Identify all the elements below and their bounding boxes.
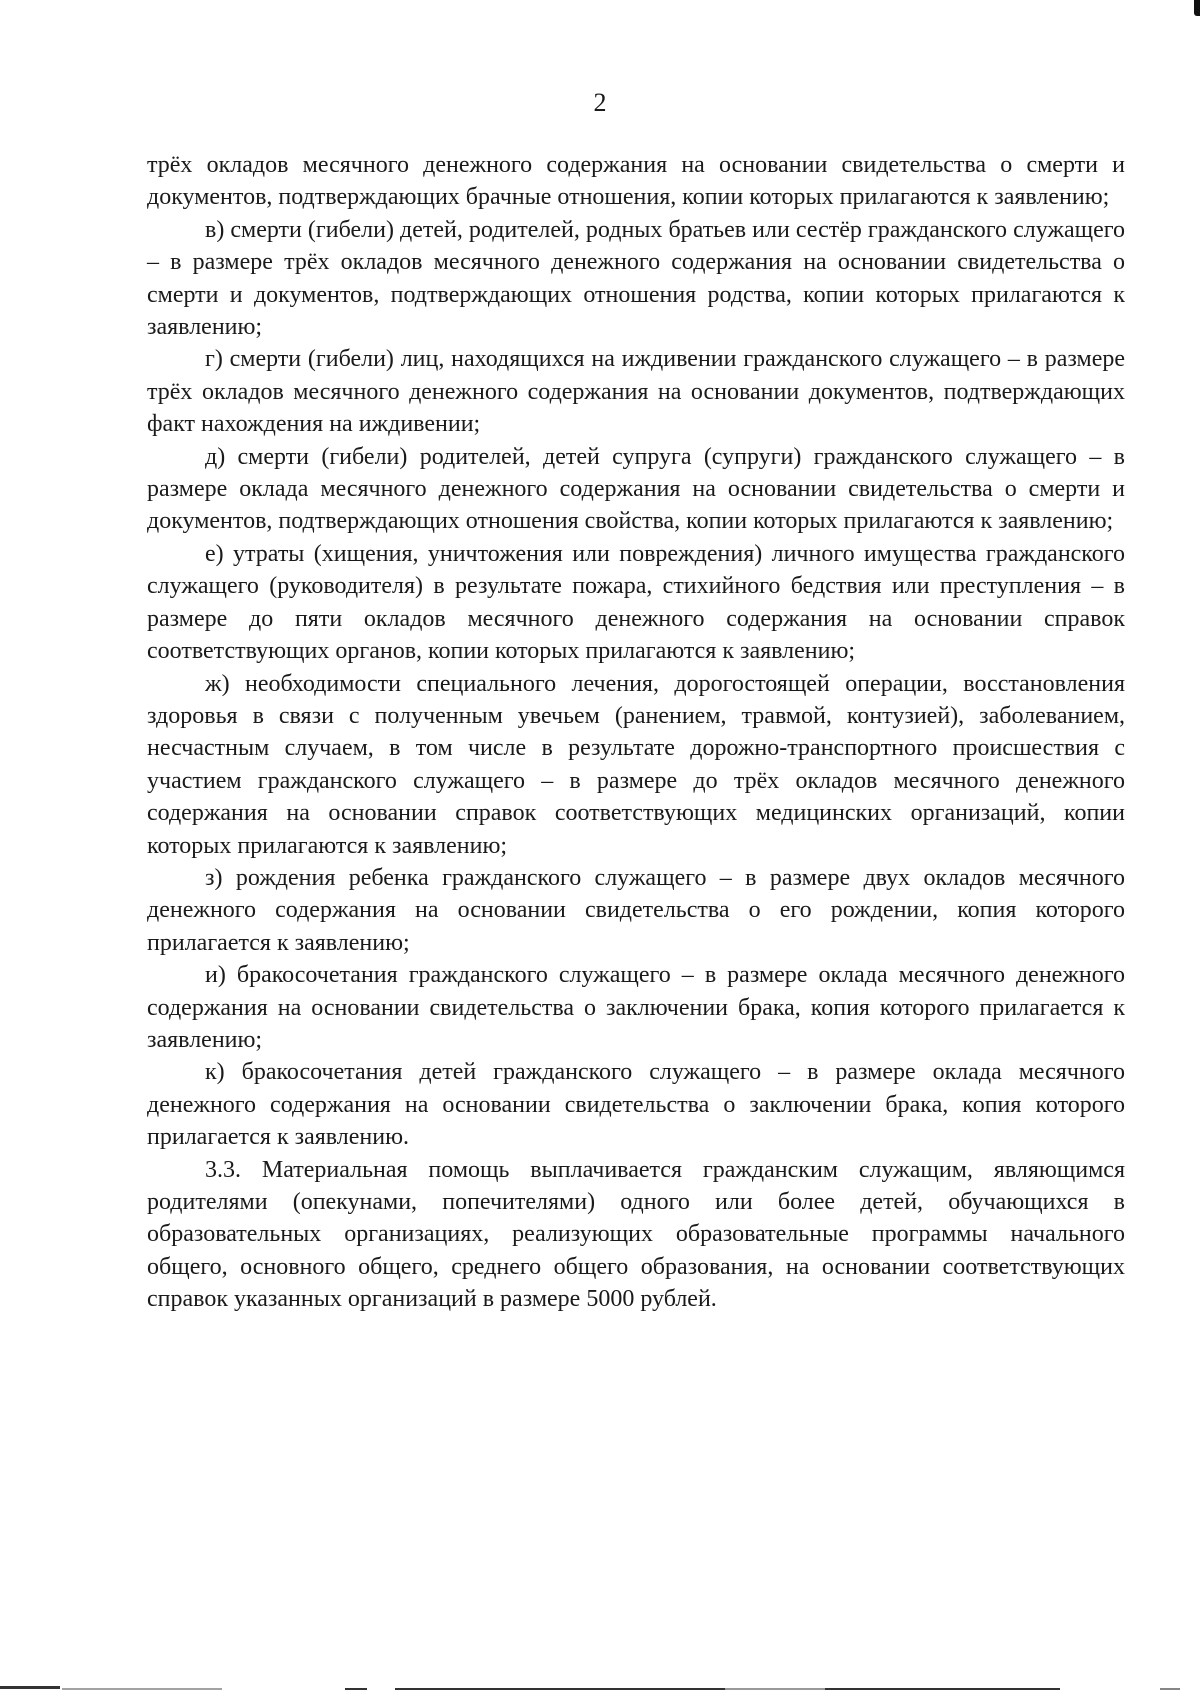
paragraph-item-z: з) рождения ребенка гражданского служащего – в размере двух окладов месячного денежного содержания на основании свидетельства о его рождении, копия которого прилагается к заявлению; bbox=[147, 864, 1125, 956]
paragraph-continuation: трёх окладов месячного денежного содержания на основании свидетельства о смерти и документов, подтверждающих брачные отношения, копии которых прилагаются к заявлению; bbox=[147, 152, 1125, 211]
footer-rule bbox=[395, 1688, 725, 1690]
paragraph-item-i: и) бракосочетания гражданского служащего – в размере оклада месячного денежного содержания на основании свидетельства о заключении брака, копия которого прилагается к заявлению; bbox=[147, 962, 1125, 1053]
paragraph-item-v: в) смерти (гибели) детей, родителей, родных братьев или сестёр гражданского служащего – в размере трёх окладов месячного денежного содержания на основании свидетельства о смерти и документов, подтверждающих отношения родства, копии которых прилагаются к заявлению; bbox=[147, 216, 1125, 341]
document-body bbox=[147, 149, 1125, 1316]
paragraph-item-d: д) смерти (гибели) родителей, детей супруга (супруги) гражданского служащего – в размере оклада месячного денежного содержания на основании свидетельства о смерти и документов, подтверждающих отношения свойства, копии которых прилагаются к заявлению; bbox=[147, 443, 1125, 535]
page-number: 2 bbox=[593, 88, 607, 117]
paragraph-item-k: к) бракосочетания детей гражданского служащего – в размере оклада месячного денежного содержания на основании свидетельства о заключении брака, копия которого прилагается к заявлению. bbox=[147, 1059, 1125, 1151]
footer-rule bbox=[345, 1688, 367, 1690]
footer-rule bbox=[62, 1688, 222, 1690]
footer-rule bbox=[725, 1688, 825, 1690]
paragraph-item-zh: ж) необходимости специального лечения, дорогостоящей операции, восстановления здоровья в связи с полученным увечьем (ранением, травмой, контузией), заболеванием, несчастным случаем, в том числе в результате дорожно-транспортного происшествия с участием гражданского служащего – в размере до трёх окладов месячного денежного содержания на основании справок соответствующих медицинских организаций, копии которых прилагаются к заявлению; bbox=[147, 670, 1125, 859]
scan-edge-mark bbox=[1194, 0, 1200, 16]
paragraph-item-e: е) утраты (хищения, уничтожения или повреждения) личного имущества гражданского служащего (руководителя) в результате пожара, стихийного бедствия или преступления – в размере до пяти окладов месячного денежного содержания на основании справок соответствующих органов, копии которых прилагаются к заявлению; bbox=[147, 540, 1125, 665]
footer-rule bbox=[825, 1688, 1060, 1690]
paragraph-section-3-3: 3.3. Материальная помощь выплачивается гражданским служащим, являющимся родителями (опекунами, попечителями) одного или более детей, обучающихся в образовательных организациях, реализующих образовательные программы начального общего, основного общего, среднего общего образования, на основании соответствующих справок указанных организаций в размере 5000 рублей. bbox=[147, 1156, 1125, 1313]
paragraph-item-g: г) смерти (гибели) лиц, находящихся на иждивении гражданского служащего – в размере трёх окладов месячного денежного содержания на основании документов, подтверждающих факт нахождения на иждивении; bbox=[147, 346, 1125, 438]
footer-rule bbox=[0, 1686, 60, 1689]
footer-rule bbox=[1160, 1688, 1180, 1690]
